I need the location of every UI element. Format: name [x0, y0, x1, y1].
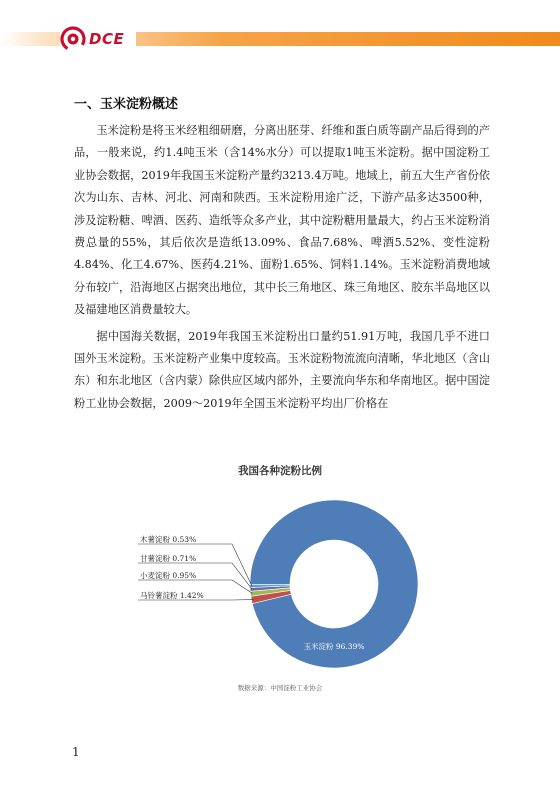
- paragraph-1: 玉米淀粉是将玉米经粗细研磨，分离出胚芽、纤维和蛋白质等副产品后得到的产品，一般来说，约1.4吨玉米（含14%水分）可以提取1吨玉米淀粉。据中国淀粉工业协会数据，2019年我国玉米淀粉产量约3213.4万吨。地域上，前五大生产省份依次为山东、吉林、河北、河南和陕西。玉米淀粉用途广泛，下游产品多达3500种，涉及淀粉糖、啤酒、医药、造纸等众多产业，其中淀粉糖用量最大，约占玉米淀粉消费总量的55%，其后依次是造纸13.09%、食品7.68%、啤酒5.52%、变性淀粉4.84%、化工4.67%、医药4.21%、面粉1.65%、饲料1.14%。玉米淀粉消费地域分布较广，沿海地区占据突出地位，其中长三角地区、珠三角地区、胶东半岛地区以及福建地区消费量较大。: [74, 124, 490, 317]
- paragraph-2: 据中国海关数据，2019年我国玉米淀粉出口量约51.91万吨，我国几乎不进口国外玉米淀粉。玉米淀粉产业集中度较高。玉米淀粉物流流向清晰，华北地区（含山东）和东北地区（含内蒙）除供应区域内部外，主要流向华东和华南地区。据中国淀粉工业协会数据，2009～2019年全国玉米淀粉平均出厂价格在: [74, 329, 490, 410]
- slice-label-4: 木薯淀粉 0.53%: [140, 535, 197, 544]
- slice-label-2: 小麦淀粉 0.95%: [140, 571, 197, 580]
- logo-text: DCE: [89, 30, 125, 48]
- section-title: 一、玉米淀粉概述: [74, 97, 179, 112]
- chart-source: 数据来源：中国淀粉工业协会: [237, 684, 323, 692]
- slice-label-0: 玉米淀粉 96.39%: [303, 642, 365, 651]
- slice-label-1: 马铃薯淀粉 1.42%: [140, 591, 204, 600]
- chart-title: 我国各种淀粉比例: [238, 465, 322, 477]
- page-number: 1: [72, 745, 80, 759]
- slice-label-3: 甘薯淀粉 0.71%: [140, 554, 197, 563]
